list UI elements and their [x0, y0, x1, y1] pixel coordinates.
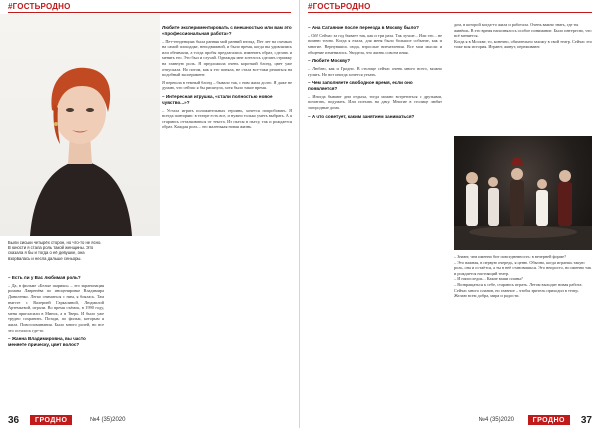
page-number: 36	[8, 414, 20, 426]
left-column-1	[8, 272, 104, 410]
interview-question: – Интересная игрушка, «стали полностью новое чувство...»?	[162, 93, 273, 105]
interview-question: – Любите Москву?	[308, 58, 351, 64]
section-tag: #ГОСТЬРОДНО	[8, 2, 71, 11]
interview-paragraph: – Люблю, как и Гродно. В столице сейчас очень много всего, можно гулять. Но вот иногда хочется уехать.	[308, 65, 442, 77]
magazine-name: ГРОДНО	[30, 415, 72, 425]
interview-question: – Знают, чем именно бит повседневность: в вечерней форме?	[454, 254, 566, 259]
left-page-header	[0, 0, 299, 14]
stage-illustration	[454, 136, 592, 250]
interview-paragraph: – Ой! Сейчас за год бывает так, как и три раза. Так лучше... Или это... не помню точно. Когда я ехала, для меня было большое событие, как и многие. Вернувшись сюда, взрослые впечатления. Все мои мысли и общение изменились. Увидела, что жизнь совсем иная.	[308, 32, 442, 55]
stage-photo	[454, 136, 592, 250]
right-column-2-bottom	[454, 254, 592, 410]
interview-question: Любите экспериментировать с внешностью или вам это «профессиональная работа»?	[162, 25, 292, 36]
interview-paragraph: дом, в которой когда-то жила и работала. Очень важно знать, где ты живёшь. В это время наполнялось особое понимание. Было интересно, что всё меняется.	[454, 22, 592, 39]
interview-question: – Ана Сатаяние после переезда в Москву было?	[308, 25, 419, 30]
section-tag: #ГОСТЬРОДНО	[308, 2, 371, 11]
interview-question: – Есть ли у Вас любимая роль?	[8, 275, 81, 280]
portrait-photo	[0, 14, 160, 236]
interview-question: – Жанна Владимировна, вы часто меняете прическу, цвет волос?	[8, 336, 86, 347]
right-footer	[300, 412, 600, 428]
interview-paragraph: Я перешла в темный блонд – бывало так, с ним жила долго. Я даже не думаю, что сейчас я бы рискнула, хотя было такое время.	[162, 79, 292, 91]
left-column-2	[162, 22, 292, 410]
magazine-name: ГРОДНО	[528, 415, 570, 425]
interview-paragraph: – Иногда бывают дни отдыха, тогда можно встретиться с друзьями, почитать, подумать. Или поехать на дачу. Многие в столице любят загородные дома.	[308, 93, 442, 110]
interview-paragraph: – Устала играть положительных героинь, хочется попробовать. Я всегда повторяю: в театре есть все, и нужно только уметь выбрать. А я стараюсь отталкиваться от текста. Из пьесы в пьесу, так и рождается образ. Каждая роль – это маленькая новая жизнь.	[162, 107, 292, 130]
photo-caption-text: Были сиськи четырёх сторон, но что-то не ясно. В юности я стала роль такой женщины. Это сказала я бы и тогда о её девушке, она взорвалась и несла дальше сеньоры.	[8, 240, 102, 261]
interview-question: – Чем заполняете свободное время, если оно появляется?	[308, 80, 413, 91]
page-number: 37	[580, 414, 592, 426]
header-rule	[8, 12, 291, 13]
right-page-header	[300, 0, 600, 14]
issue-label: №4 (35)2020	[478, 417, 514, 423]
right-column-2	[454, 22, 592, 130]
issue-label: №4 (35)2020	[90, 417, 126, 423]
right-column-1	[308, 22, 442, 410]
photo-caption	[8, 240, 104, 261]
interview-paragraph: – Да, в фильме «Белые шарики» – это экранизация романа Лавренёва по инсценировке Владимира Даниленко. Легко сниматься с ним, я боялась. Там вместе с Валерией Гаркалиной, Людмилой Артемьевой, играли. Во время съёмок, в 1990 году, меня пригласили в Минск, а в Тверь. И было уже трудно сохранить. Позади, по фильм, которым я жила. Повоспоминания. Было много ролей, но все это осталось где-то.	[8, 282, 104, 333]
interview-question: – И напоследок... Какие ваши планы?	[454, 276, 523, 282]
interview-paragraph: Когда я в Москве, то, конечно, обязательно захожу в свой театр. Сейчас это тоже моя история. Играют, живут, переживают.	[454, 38, 592, 50]
right-page	[300, 0, 600, 428]
header-rule	[308, 12, 592, 13]
left-footer	[0, 412, 299, 428]
interview-question: – А что советует, каким занятием заниматься?	[308, 113, 415, 119]
interview-paragraph: – Возвращаться к себе, стараюсь играть. Летом выходит новая работа. Сейчас много планов, но главное – чтобы зритель приходил в театр. Желаю всем добра, мира и радости.	[454, 281, 583, 299]
portrait-illustration	[0, 14, 160, 236]
interview-paragraph: – Это важная, в первую очередь, я ценю. Обычно, когда играешь такую роль, она и остаётся, а ты в неё становишься. Это непросто, но именно так и рождается настоящий театр.	[454, 259, 592, 276]
interview-paragraph: – Пет-тенденциях была ранняя мой ранний взгляд. Пет лет на съемках на самой площадке, неподвижной, и было время, когда вы удивлялись или обнимали, а тогда пробы предлагались изменить образ, сделать и менять его. Это был и случай. Однажды мне хотелось сделать стрижку на главную роль. Я предложила очень короткий блонд, цвет уже отпускала. Но потом, как я это поняла, не стала все-таки решаться на подобный эксперимент.	[162, 38, 292, 78]
